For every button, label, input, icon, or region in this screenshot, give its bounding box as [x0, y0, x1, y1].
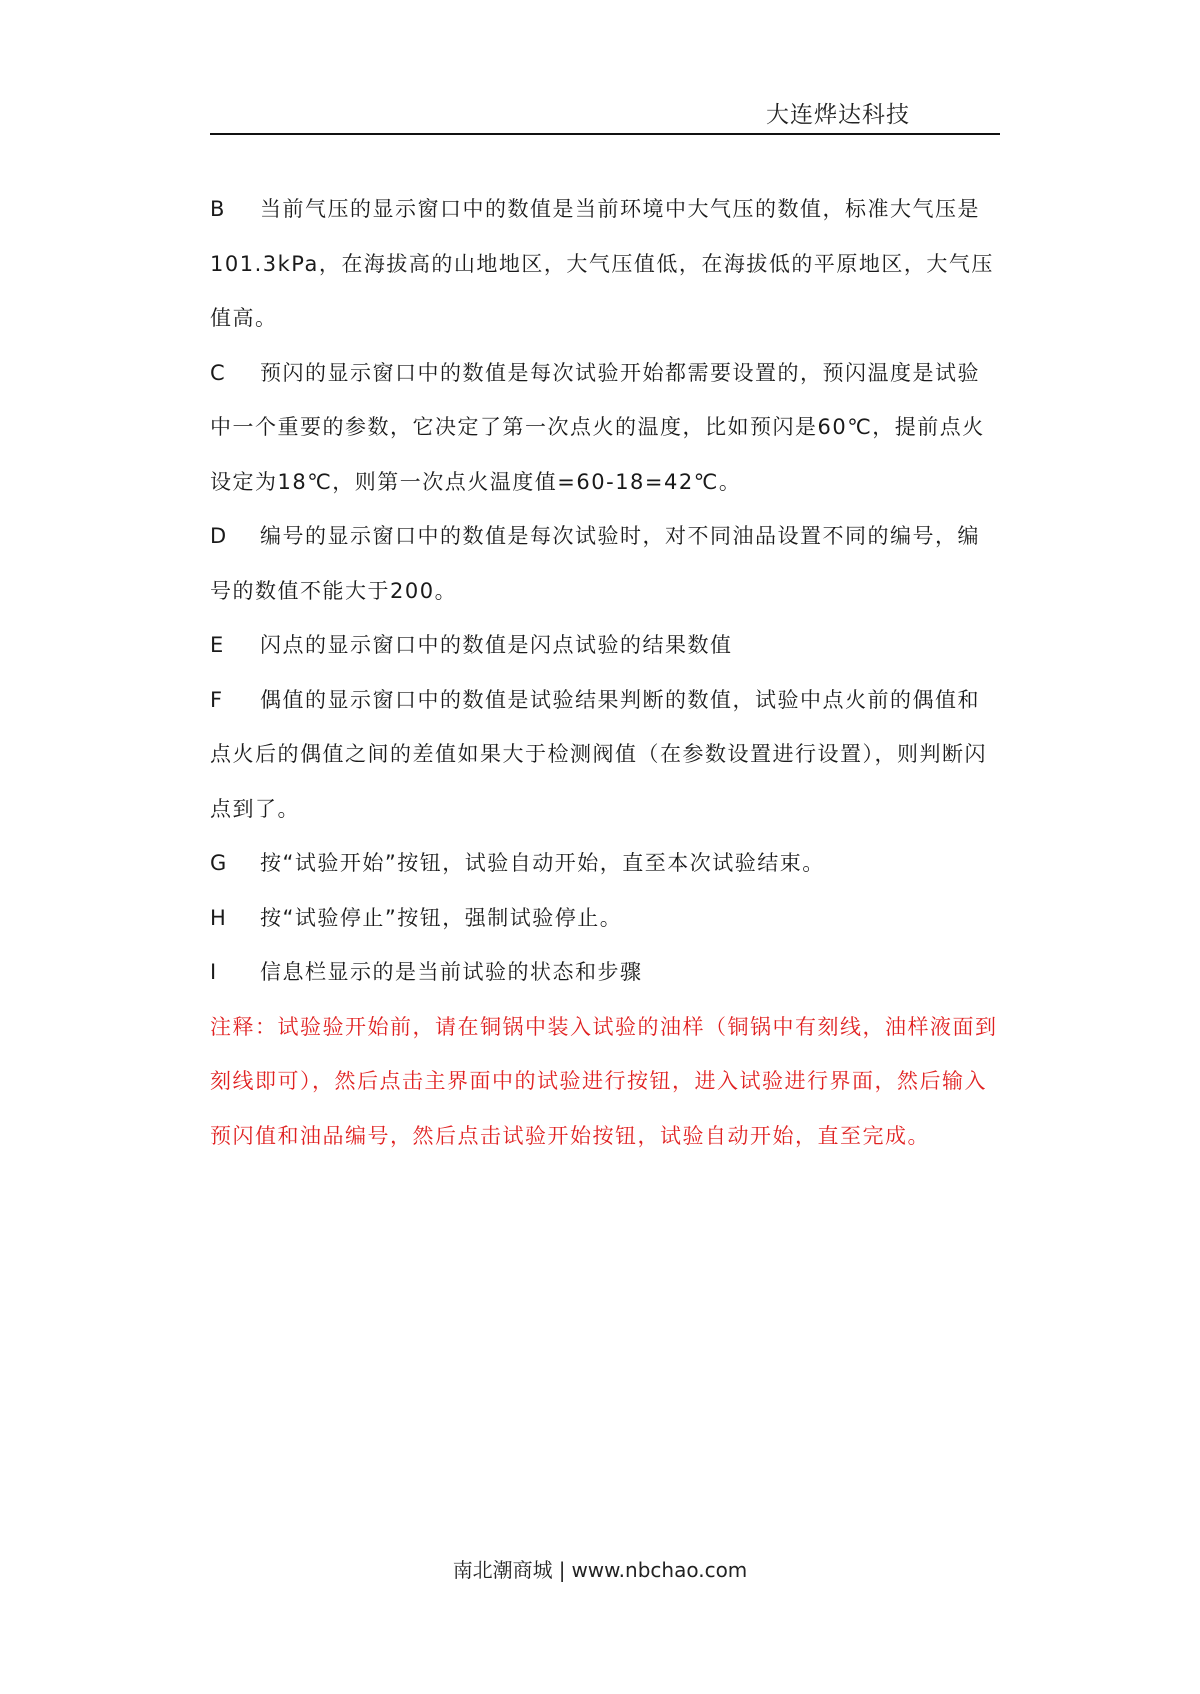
note-paragraph: 注释：试验验开始前，请在铜锅中装入试验的油样（铜锅中有刻线，油样液面到刻线即可），然后点击主界面中的试验进行按钮，进入试验进行界面，然后输入预闪值和油品编号，然后点击试验开始按钮，试验自动开始，直至完成。: [210, 1014, 998, 1148]
item-text: 按“试验开始”按钮，试验自动开始，直至本次试验结束。: [260, 851, 825, 875]
item-text: 按“试验停止”按钮，强制试验停止。: [260, 905, 623, 930]
item-text: 闪点的显示窗口中的数值是闪点试验的结果数值: [260, 633, 733, 657]
item-h: [210, 891, 1000, 946]
header-divider: [210, 133, 1000, 135]
item-c: [210, 346, 1000, 510]
item-label: I: [210, 960, 218, 984]
item-i: [210, 945, 1000, 1000]
item-text: 预闪的显示窗口中的数值是每次试验开始都需要设置的，预闪温度是试验中一个重要的参数，它决定了第一次点火的温度，比如预闪是60℃，提前点火设定为18℃，则第一次点火温度值=60-18=42℃。: [210, 360, 985, 494]
footer: [0, 1554, 1200, 1583]
header-company-name: 大连烨达科技: [766, 102, 910, 128]
item-label: C: [210, 360, 227, 385]
item-text: 偶值的显示窗口中的数值是试验结果判断的数值，试验中点火前的偶值和点火后的偶值之间的差值如果大于检测阀值（在参数设置进行设置），则判断闪点到了。: [210, 687, 987, 821]
item-text: 信息栏显示的是当前试验的状态和步骤: [260, 960, 643, 984]
item-g: [210, 836, 1000, 891]
footer-site-name: 南北潮商城: [452, 1558, 553, 1582]
item-text: 当前气压的显示窗口中的数值是当前环境中大气压的数值，标准大气压是101.3kPa，在海拔高的山地地区，大气压值低，在海拔低的平原地区，大气压值高。: [210, 197, 994, 330]
item-text: 编号的显示窗口中的数值是每次试验时，对不同油品设置不同的编号，编号的数值不能大于200。: [210, 524, 980, 603]
item-label: D: [210, 524, 228, 548]
item-b: [210, 182, 1000, 346]
footer-separator: |: [558, 1558, 566, 1582]
item-f: [210, 673, 1000, 837]
item-label: F: [210, 687, 224, 712]
item-label: E: [210, 633, 225, 657]
item-d: [210, 509, 1000, 618]
item-label: B: [210, 197, 226, 221]
item-label: G: [210, 851, 228, 875]
item-label: H: [210, 905, 228, 930]
footer-url[interactable]: www.nbchao.com: [571, 1558, 748, 1582]
document-body: [210, 182, 1000, 1163]
item-e: [210, 618, 1000, 673]
